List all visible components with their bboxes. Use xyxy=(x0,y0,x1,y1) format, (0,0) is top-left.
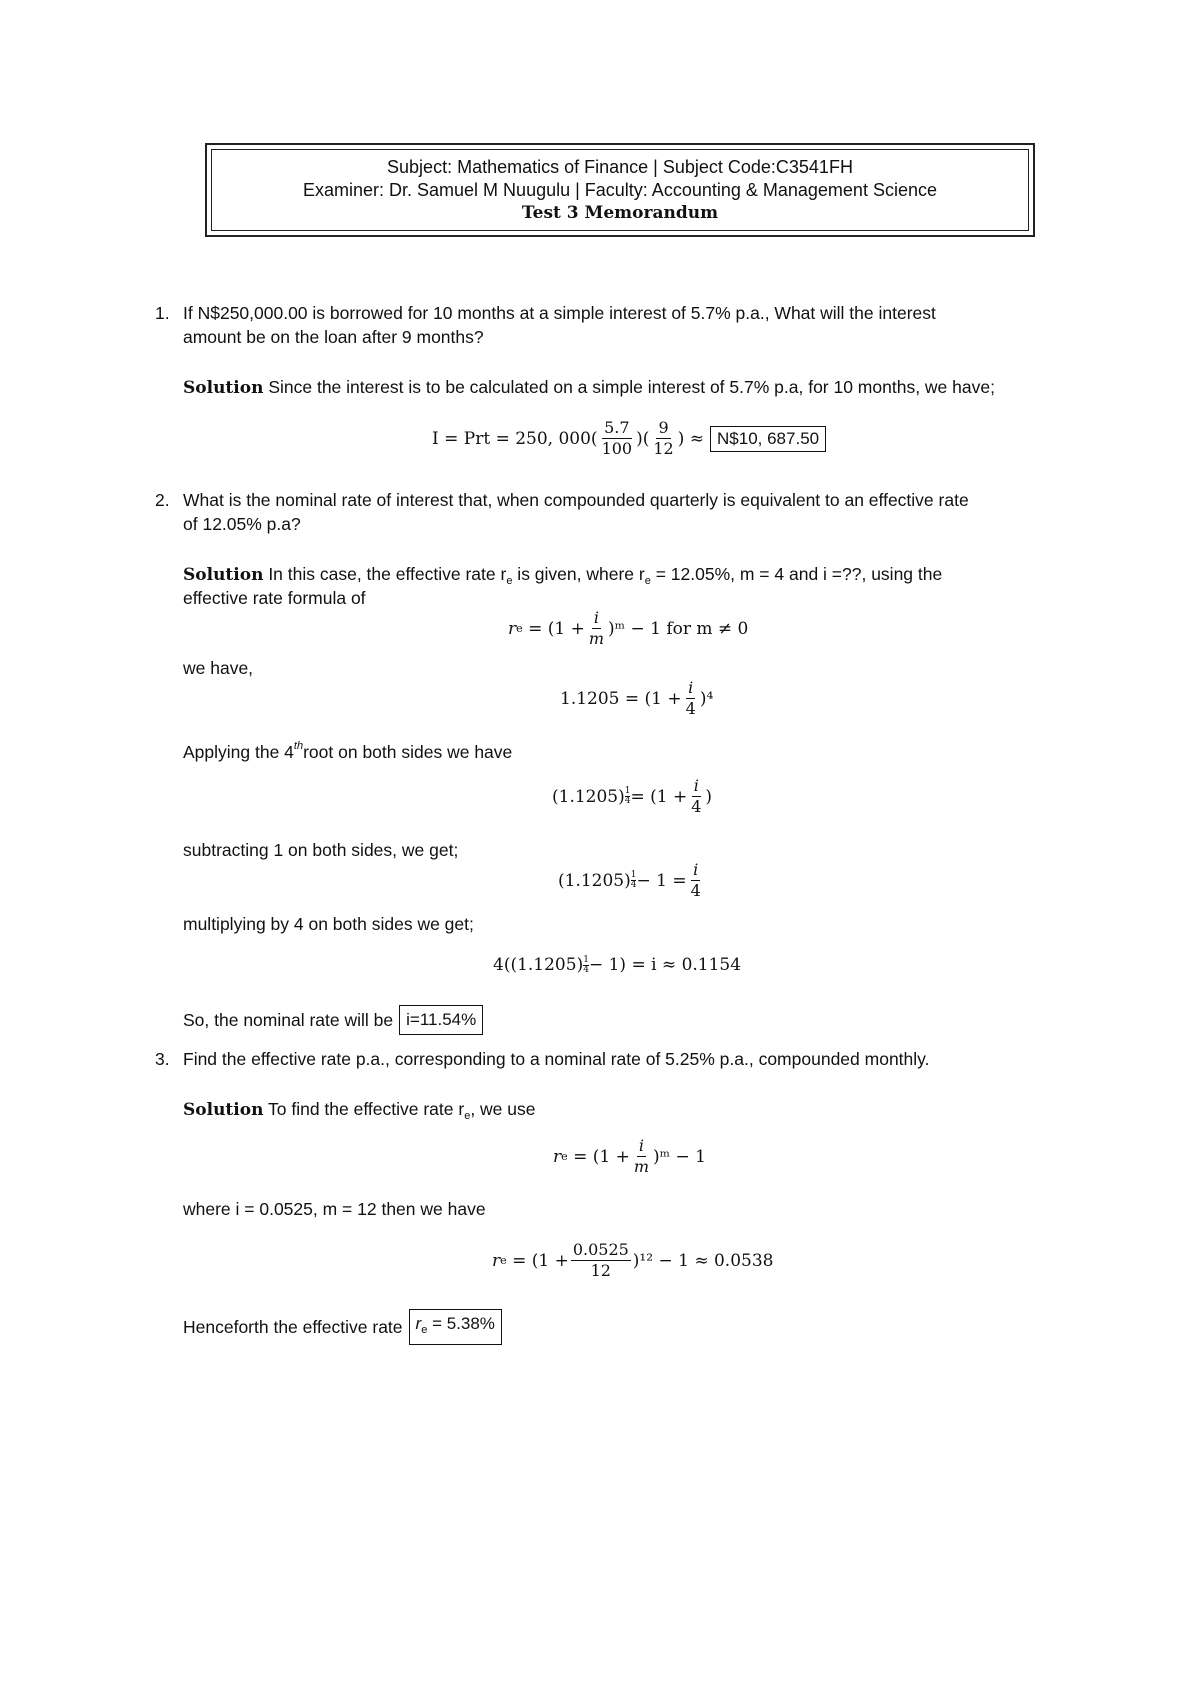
q3-solution-text: To find the effective rate r xyxy=(263,1099,465,1119)
q2-eq3-frac-num: i xyxy=(693,776,699,795)
q1-solution-label: Solution xyxy=(183,378,264,398)
q2-root-sup: th xyxy=(293,740,304,752)
q3-answer-r: r xyxy=(415,1314,422,1333)
q2-eq4 xyxy=(558,860,705,901)
q2-eq5 xyxy=(493,955,741,975)
q2-subtract-text: subtracting 1 on both sides, we get; xyxy=(183,840,459,860)
q3-formula-frac-den: m xyxy=(633,1157,649,1176)
q2-formula-r: r xyxy=(508,618,517,639)
q2-answer-box: i=11.54% xyxy=(399,1005,483,1035)
q3-formula-open: = (1 + xyxy=(573,1146,630,1167)
q1-eq-lhs: I = Prt = 250, 000( xyxy=(432,428,598,449)
q2-eq4-exp-den: 4 xyxy=(630,880,637,890)
q2-root-text-c: root on both sides we have xyxy=(303,742,513,762)
q3-answer-sub: e xyxy=(421,1324,428,1336)
q2-eq2-lhs: 1.1205 = (1 + xyxy=(560,688,682,709)
header-inner-box xyxy=(211,149,1029,231)
q3-text: Find the effective rate p.a., corresponding to a nominal rate of 5.25% p.a., compounded monthly. xyxy=(183,1049,930,1069)
header-examiner-line: Examiner: Dr. Samuel M Nuugulu | Faculty: Accounting & Management Science xyxy=(303,180,937,200)
q3-eq-frac-num: 0.0525 xyxy=(572,1240,629,1259)
q2-eq3 xyxy=(552,776,712,817)
q2-eq3-exp-num: 1 xyxy=(624,786,631,796)
q3-answer-value: = 5.38% xyxy=(432,1314,495,1333)
q1-frac2-num: 9 xyxy=(658,418,669,437)
q2-eq4-frac xyxy=(689,860,703,901)
q1-eq-paren: )( xyxy=(636,428,650,449)
q2-multiply-text: multiplying by 4 on both sides we get; xyxy=(183,914,474,934)
q3-solution-text-end: , we use xyxy=(470,1099,536,1119)
q2-eq4-tail: − 1 = xyxy=(636,870,687,891)
q2-conclusion xyxy=(183,1005,483,1035)
q2-eq2-tail: )⁴ xyxy=(699,688,714,709)
q2-formula-tail: )ᵐ − 1 for m ≠ 0 xyxy=(607,618,749,639)
q2-eq2 xyxy=(560,678,713,719)
q2-eq5-exp-den: 4 xyxy=(583,964,589,975)
q2-eq4-exp-num: 1 xyxy=(630,870,637,880)
q3-where-text: where i = 0.0525, m = 12 then we have xyxy=(183,1199,486,1219)
q2-eq3-frac xyxy=(689,776,703,817)
q1-equation xyxy=(432,418,826,459)
q2-formula xyxy=(508,608,748,649)
q2-root-text-a: Applying the 4 xyxy=(183,742,294,762)
q1-frac1-den: 100 xyxy=(601,439,633,458)
q2-eq3-mid: = (1 + xyxy=(630,786,688,807)
q3-re-sub: e xyxy=(464,1110,471,1122)
q3-eq-tail: )¹² − 1 ≈ 0.0538 xyxy=(632,1250,774,1271)
q2-eq3-lhs: (1.1205) xyxy=(552,786,625,807)
q3-number: 3. xyxy=(155,1049,170,1069)
q2-solution-text3: = 12.05%, m = 4 and i =??, using the xyxy=(650,564,943,584)
q1-frac1-num: 5.7 xyxy=(604,418,630,437)
q2-eq4-lhs: (1.1205) xyxy=(558,870,631,891)
q2-conclusion-text: So, the nominal rate will be xyxy=(183,1010,394,1030)
q3-eq-open: = (1 + xyxy=(512,1250,569,1271)
q2-eq4-frac-den: 4 xyxy=(690,881,701,900)
q3-answer-box xyxy=(409,1309,502,1345)
q1-frac2 xyxy=(651,418,675,459)
q2-eq5-tail: − 1) = i ≈ 0.1154 xyxy=(588,955,742,975)
q2-we-have: we have, xyxy=(183,658,254,678)
q3-eq-r: r xyxy=(492,1250,501,1271)
q2-eq2-frac xyxy=(684,678,698,719)
q2-eq2-frac-num: i xyxy=(688,678,694,697)
q1-text-line1: If N$250,000.00 is borrowed for 10 months at a simple interest of 5.7% p.a., What will the interest xyxy=(183,303,936,323)
q1-answer-box: N$10, 687.50 xyxy=(710,426,826,452)
q3-solution-label: Solution xyxy=(183,1100,264,1120)
q2-solution-label: Solution xyxy=(183,565,264,585)
q2-root-text xyxy=(183,734,512,764)
q1-frac2-den: 12 xyxy=(653,439,674,458)
q2-text-line2: of 12.05% p.a? xyxy=(183,514,301,534)
q3-eq-sub: e xyxy=(500,1254,507,1267)
q2-formula-frac-num: i xyxy=(593,608,599,627)
q2-eq5-lhs: 4((1.1205) xyxy=(493,955,584,975)
q2-formula-frac xyxy=(587,608,606,649)
q2-eq2-frac-den: 4 xyxy=(685,699,696,718)
q2-re-sub-2: e xyxy=(644,575,651,587)
q2-formula-frac-den: m xyxy=(588,629,604,648)
q2-text-line1: What is the nominal rate of interest that, when compounded quarterly is equivalent to an effective rate xyxy=(183,490,969,510)
q3-eq-frac-den: 12 xyxy=(590,1261,611,1280)
header-box xyxy=(205,143,1035,237)
q1-solution-text: Since the interest is to be calculated on a simple interest of 5.7% p.a, for 10 months, we have; xyxy=(263,377,995,397)
q2-formula-sub: e xyxy=(516,622,523,635)
q1-eq-approx: ) ≈ xyxy=(677,428,705,449)
q3-conclusion xyxy=(183,1309,502,1345)
q3-conclusion-text: Henceforth the effective rate xyxy=(183,1317,403,1337)
q3-equation xyxy=(492,1240,773,1281)
header-subject-line: Subject: Mathematics of Finance | Subject Code:C3541FH xyxy=(387,157,853,177)
q2-eq3-frac-den: 4 xyxy=(691,797,702,816)
q1-text-line2: amount be on the loan after 9 months? xyxy=(183,327,484,347)
q2-eq4-frac-num: i xyxy=(693,860,699,879)
q3-formula-frac xyxy=(632,1136,651,1177)
q2-eq3-close: ) xyxy=(705,786,713,807)
q1-frac1 xyxy=(600,418,635,459)
q2-number: 2. xyxy=(155,490,170,510)
q1-number: 1. xyxy=(155,303,170,323)
q3-formula xyxy=(553,1136,706,1177)
header-title: Test 3 Memorandum xyxy=(521,203,719,223)
q3-formula-sub: e xyxy=(561,1150,568,1163)
q3-formula-tail: )ᵐ − 1 xyxy=(652,1146,706,1167)
q2-formula-open: = (1 + xyxy=(528,618,585,639)
q2-solution-text2: is given, where r xyxy=(512,564,645,584)
q3-eq-frac xyxy=(571,1240,631,1281)
q2-re-sub-1: e xyxy=(506,575,513,587)
q2-solution-line2: effective rate formula of xyxy=(183,588,366,608)
q1-solution xyxy=(183,375,995,400)
q3-solution xyxy=(183,1097,536,1128)
q3-formula-r: r xyxy=(553,1146,562,1167)
q2-eq5-exp-num: 1 xyxy=(583,954,589,965)
q3-formula-frac-num: i xyxy=(638,1136,644,1155)
q2-solution-text: In this case, the effective rate r xyxy=(263,564,507,584)
q2-eq3-exp-den: 4 xyxy=(624,796,631,806)
